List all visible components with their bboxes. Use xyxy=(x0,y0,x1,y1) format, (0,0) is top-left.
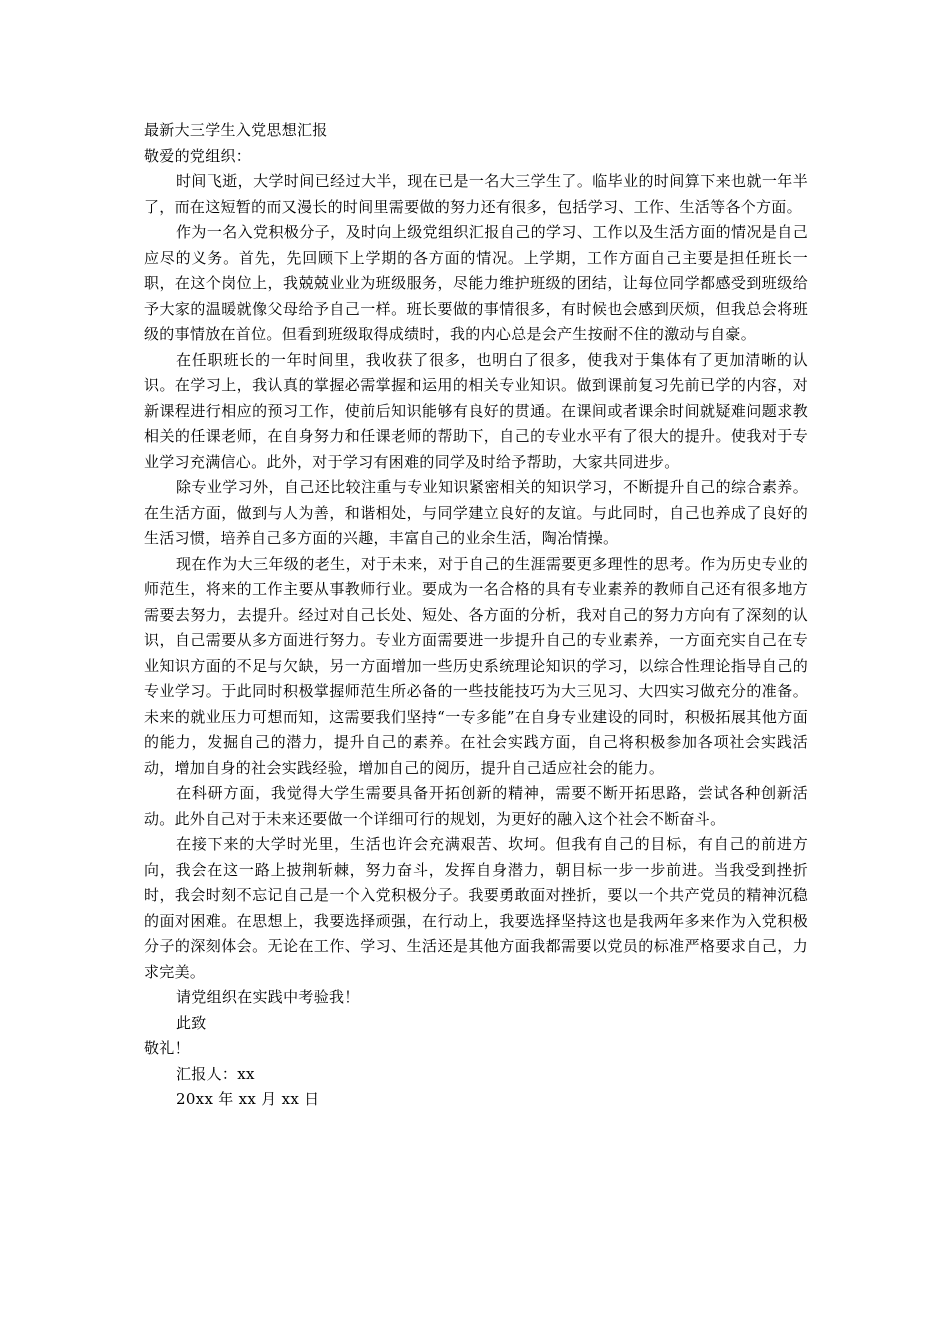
document-title: 最新大三学生入党思想汇报 xyxy=(144,121,328,139)
paragraph-1: 时间飞逝，大学时间已经过大半，现在已是一名大三学生了。临毕业的时间算下来也就一年半了，而在这短暂的而又漫长的时间里需要做的努力还有很多，包括学习、工作、生活等各个方面。 xyxy=(144,172,808,216)
closing-jingli: 敬礼！ xyxy=(144,1039,190,1057)
closing-cizhi: 此致 xyxy=(176,1013,207,1032)
paragraph-request: 请党组织在实践中考验我！ xyxy=(176,988,360,1006)
salutation: 敬爱的党组织： xyxy=(144,146,252,165)
paragraph-7: 在接下来的大学时光里，生活也许会充满艰苦、坎坷。但我有自己的目标，有自己的前进方向，我会在这一路上披荆斩棘，努力奋斗，发挥自身潜力，朝目标一步一步前进。当我受到挫折时，我会时刻不忘记自己是一个入党积极分子。我要勇敢面对挫折，要以一个共产党员的精神沉稳的面对困难。在思想上，我要选择顽强，在行动上，我要选择坚持这也是我两年多来作为入党积极分子的深刻体会。无论在工作、学习、生活还是其他方面我都需要以党员的标准严格要求自己，力求完美。 xyxy=(144,835,808,981)
paragraph-5: 现在作为大三年级的老生，对于未来，对于自己的生涯需要更多理性的思考。作为历史专业的师范生，将来的工作主要从事教师行业。要成为一名合格的具有专业素养的教师自己还有很多地方需要去努力，去提升。经过对自己长处、短处、各方面的分析，我对自己的努力方向有了深刻的认识，自己需要从多方面进行努力。专业方面需要进一步提升自己的专业素养，一方面充实自己在专业知识方面的不足与欠缺，另一方面增加一些历史系统理论知识的学习，以综合性理论指导自己的专业学习。于此同时积极掌握师范生所必备的一些技能技巧为大三见习、大四实习做充分的准备。未来的就业压力可想而知，这需要我们坚持“一专多能”在自身专业建设的同时，积极拓展其他方面的能力，发掘自己的潜力，提升自己的素养。在社会实践方面，自己将积极参加各项社会实践活动，增加自身的社会实践经验，增加自己的阅历，提升自己适应社会的能力。 xyxy=(144,554,808,777)
paragraph-2: 作为一名入党积极分子，及时向上级党组织汇报自己的学习、工作以及生活方面的情况是自己应尽的义务。首先，先回顾下上学期的各方面的情况。上学期，工作方面自己主要是担任班长一职，在这个岗位上，我兢兢业业为班级服务，尽能力维护班级的团结，让每位同学都感受到班级给予大家的温暖就像父母给予自己一样。班长要做的事情很多，有时候也会感到厌烦，但我总会将班级的事情放在首位。但看到班级取得成绩时，我的内心总是会产生按耐不住的激动与自豪。 xyxy=(144,223,808,343)
reporter-line: 汇报人：xx xyxy=(176,1064,255,1083)
date-line: 20xx 年 xx 月 xx 日 xyxy=(176,1090,320,1108)
document-body xyxy=(144,118,808,1113)
paragraph-4: 除专业学习外，自己还比较注重与专业知识紧密相关的知识学习，不断提升自己的综合素养。在生活方面，做到与人为善，和谐相处，与同学建立良好的友谊。与此同时，自己也养成了良好的生活习惯，培养自己多方面的兴趣，丰富自己的业余生活，陶冶情操。 xyxy=(144,478,808,547)
paragraph-6: 在科研方面，我觉得大学生需要具备开拓创新的精神，需要不断开拓思路，尝试各种创新活动。此外自己对于未来还要做一个详细可行的规划，为更好的融入这个社会不断奋斗。 xyxy=(144,784,808,828)
paragraph-3: 在任职班长的一年时间里，我收获了很多，也明白了很多，使我对于集体有了更加清晰的认识。在学习上，我认真的掌握必需掌握和运用的相关专业知识。做到课前复习先前已学的内容，对新课程进行相应的预习工作，使前后知识能够有良好的贯通。在课间或者课余时间就疑难问题求教相关的任课老师，在自身努力和任课老师的帮助下，自己的专业水平有了很大的提升。使我对于专业学习充满信心。此外，对于学习有困难的同学及时给予帮助，大家共同进步。 xyxy=(144,350,808,471)
